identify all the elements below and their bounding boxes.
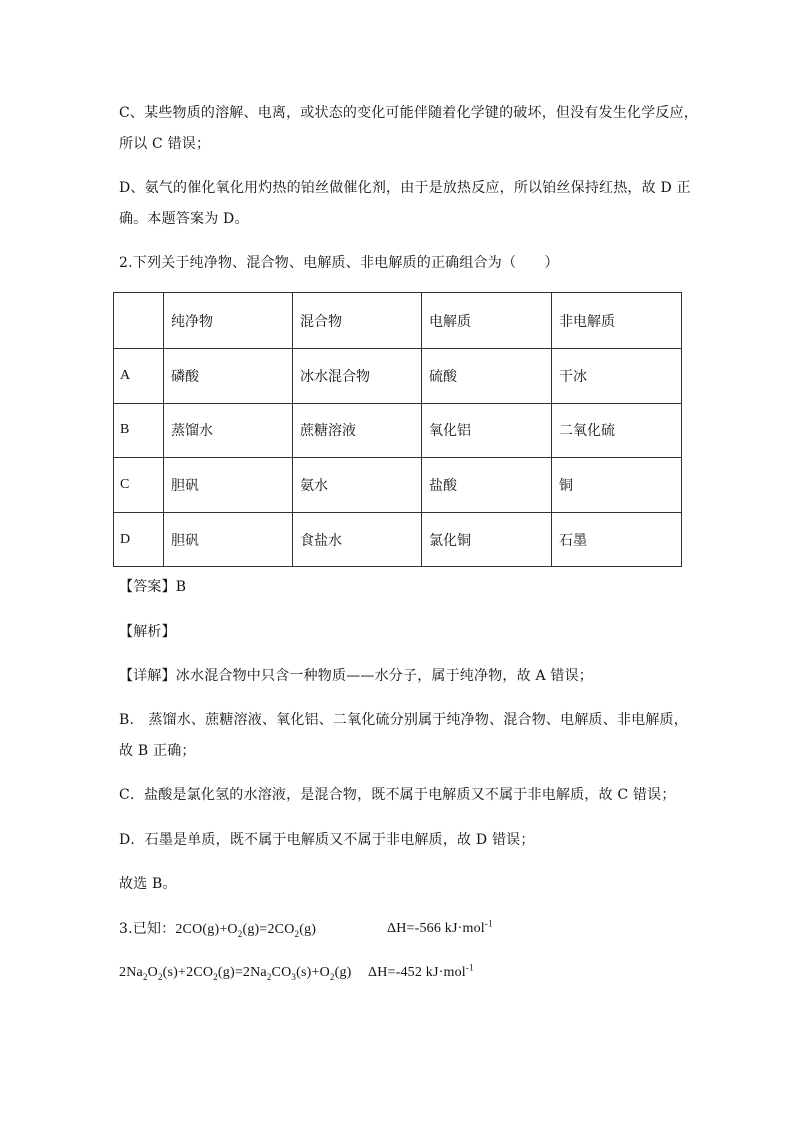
option-b-explanation-line2: 故 B 正确； [119,743,196,759]
row-label: D [114,512,164,567]
table-cell: 石墨 [552,512,682,567]
table-cell: 二氧化硫 [552,403,682,458]
table-header-cell [114,293,164,349]
table-cell: 冰水混合物 [293,349,422,404]
answer-line: 【答案】B [119,579,187,595]
table-cell: 蔗糖溶液 [293,403,422,458]
table-cell: 硫酸 [422,349,552,404]
option-c-analysis-line1: C、某些物质的溶解、电离，或状态的变化可能伴随着化学键的破坏，但没有发生化学反应， [119,105,698,121]
option-c-explanation: C．盐酸是氯化氢的水溶液，是混合物，既不属于电解质又不属于非电解质，故 C 错误； [119,787,676,803]
option-c-analysis-line2: 所以 C 错误； [119,136,211,152]
option-d-explanation: D．石墨是单质，既不属于电解质又不属于非电解质，故 D 错误； [119,832,535,848]
table-cell: 胆矾 [164,512,293,567]
equation-2-formula: $2Na_2O_2(s)+2CO_2(g)=2Na_2CO_3(s)+O_2(g)$ [119,965,352,982]
table-cell: 氯化铜 [422,512,552,567]
row-label: A [114,349,164,404]
analysis-label: 【解析】 [119,624,176,640]
table-header-cell: 电解质 [422,293,552,349]
table-cell: 氧化铝 [422,403,552,458]
question-3-equation-1 [119,918,493,940]
table-header-cell: 纯净物 [164,293,293,349]
detail-line: 【详解】冰水混合物中只含一种物质——水分子，属于纯净物，故 A 错误； [119,668,594,684]
question-3-equation-2 [119,962,474,983]
table-cell: 氨水 [293,458,422,513]
option-d-analysis-line1: D、氨气的催化氧化用灼热的铂丝做催化剂，由于是放热反应，所以铂丝保持红热，故 D 正 [119,180,691,196]
row-label: C [114,458,164,513]
equation-1-enthalpy: ΔH=-566 kJ·mol$^{-1}$ [387,918,493,936]
table-row [114,458,682,513]
option-d-analysis-line2: 确。本题答案为 D。 [119,211,249,227]
table-header-row [114,293,682,349]
table-cell: 干冰 [552,349,682,404]
classification-table [113,292,682,567]
question-2-stem: 2.下列关于纯净物、混合物、电解质、非电解质的正确组合为（ ） [119,255,559,271]
question-3-prefix: 3.已知： [119,921,176,937]
table-cell: 食盐水 [293,512,422,567]
table-cell: 铜 [552,458,682,513]
table-row [114,349,682,404]
table-cell: 磷酸 [164,349,293,404]
row-label: B [114,403,164,458]
table-row [114,512,682,567]
table-row [114,403,682,458]
option-b-explanation-line1: B． 蒸馏水、蔗糖溶液、氧化铝、二氧化硫分别属于纯净物、混合物、电解质、非电解质， [119,712,688,728]
table-header-cell: 非电解质 [552,293,682,349]
equation-1-formula: $2CO(g)+O_2(g)=2CO_2(g)$ [175,922,317,939]
table-cell: 胆矾 [164,458,293,513]
equation-2-enthalpy: ΔH=-452 kJ·mol$^{-1}$ [368,962,474,980]
table-cell: 蒸馏水 [164,403,293,458]
conclusion-line: 故选 B。 [119,876,177,892]
table-cell: 盐酸 [422,458,552,513]
table-header-cell: 混合物 [293,293,422,349]
